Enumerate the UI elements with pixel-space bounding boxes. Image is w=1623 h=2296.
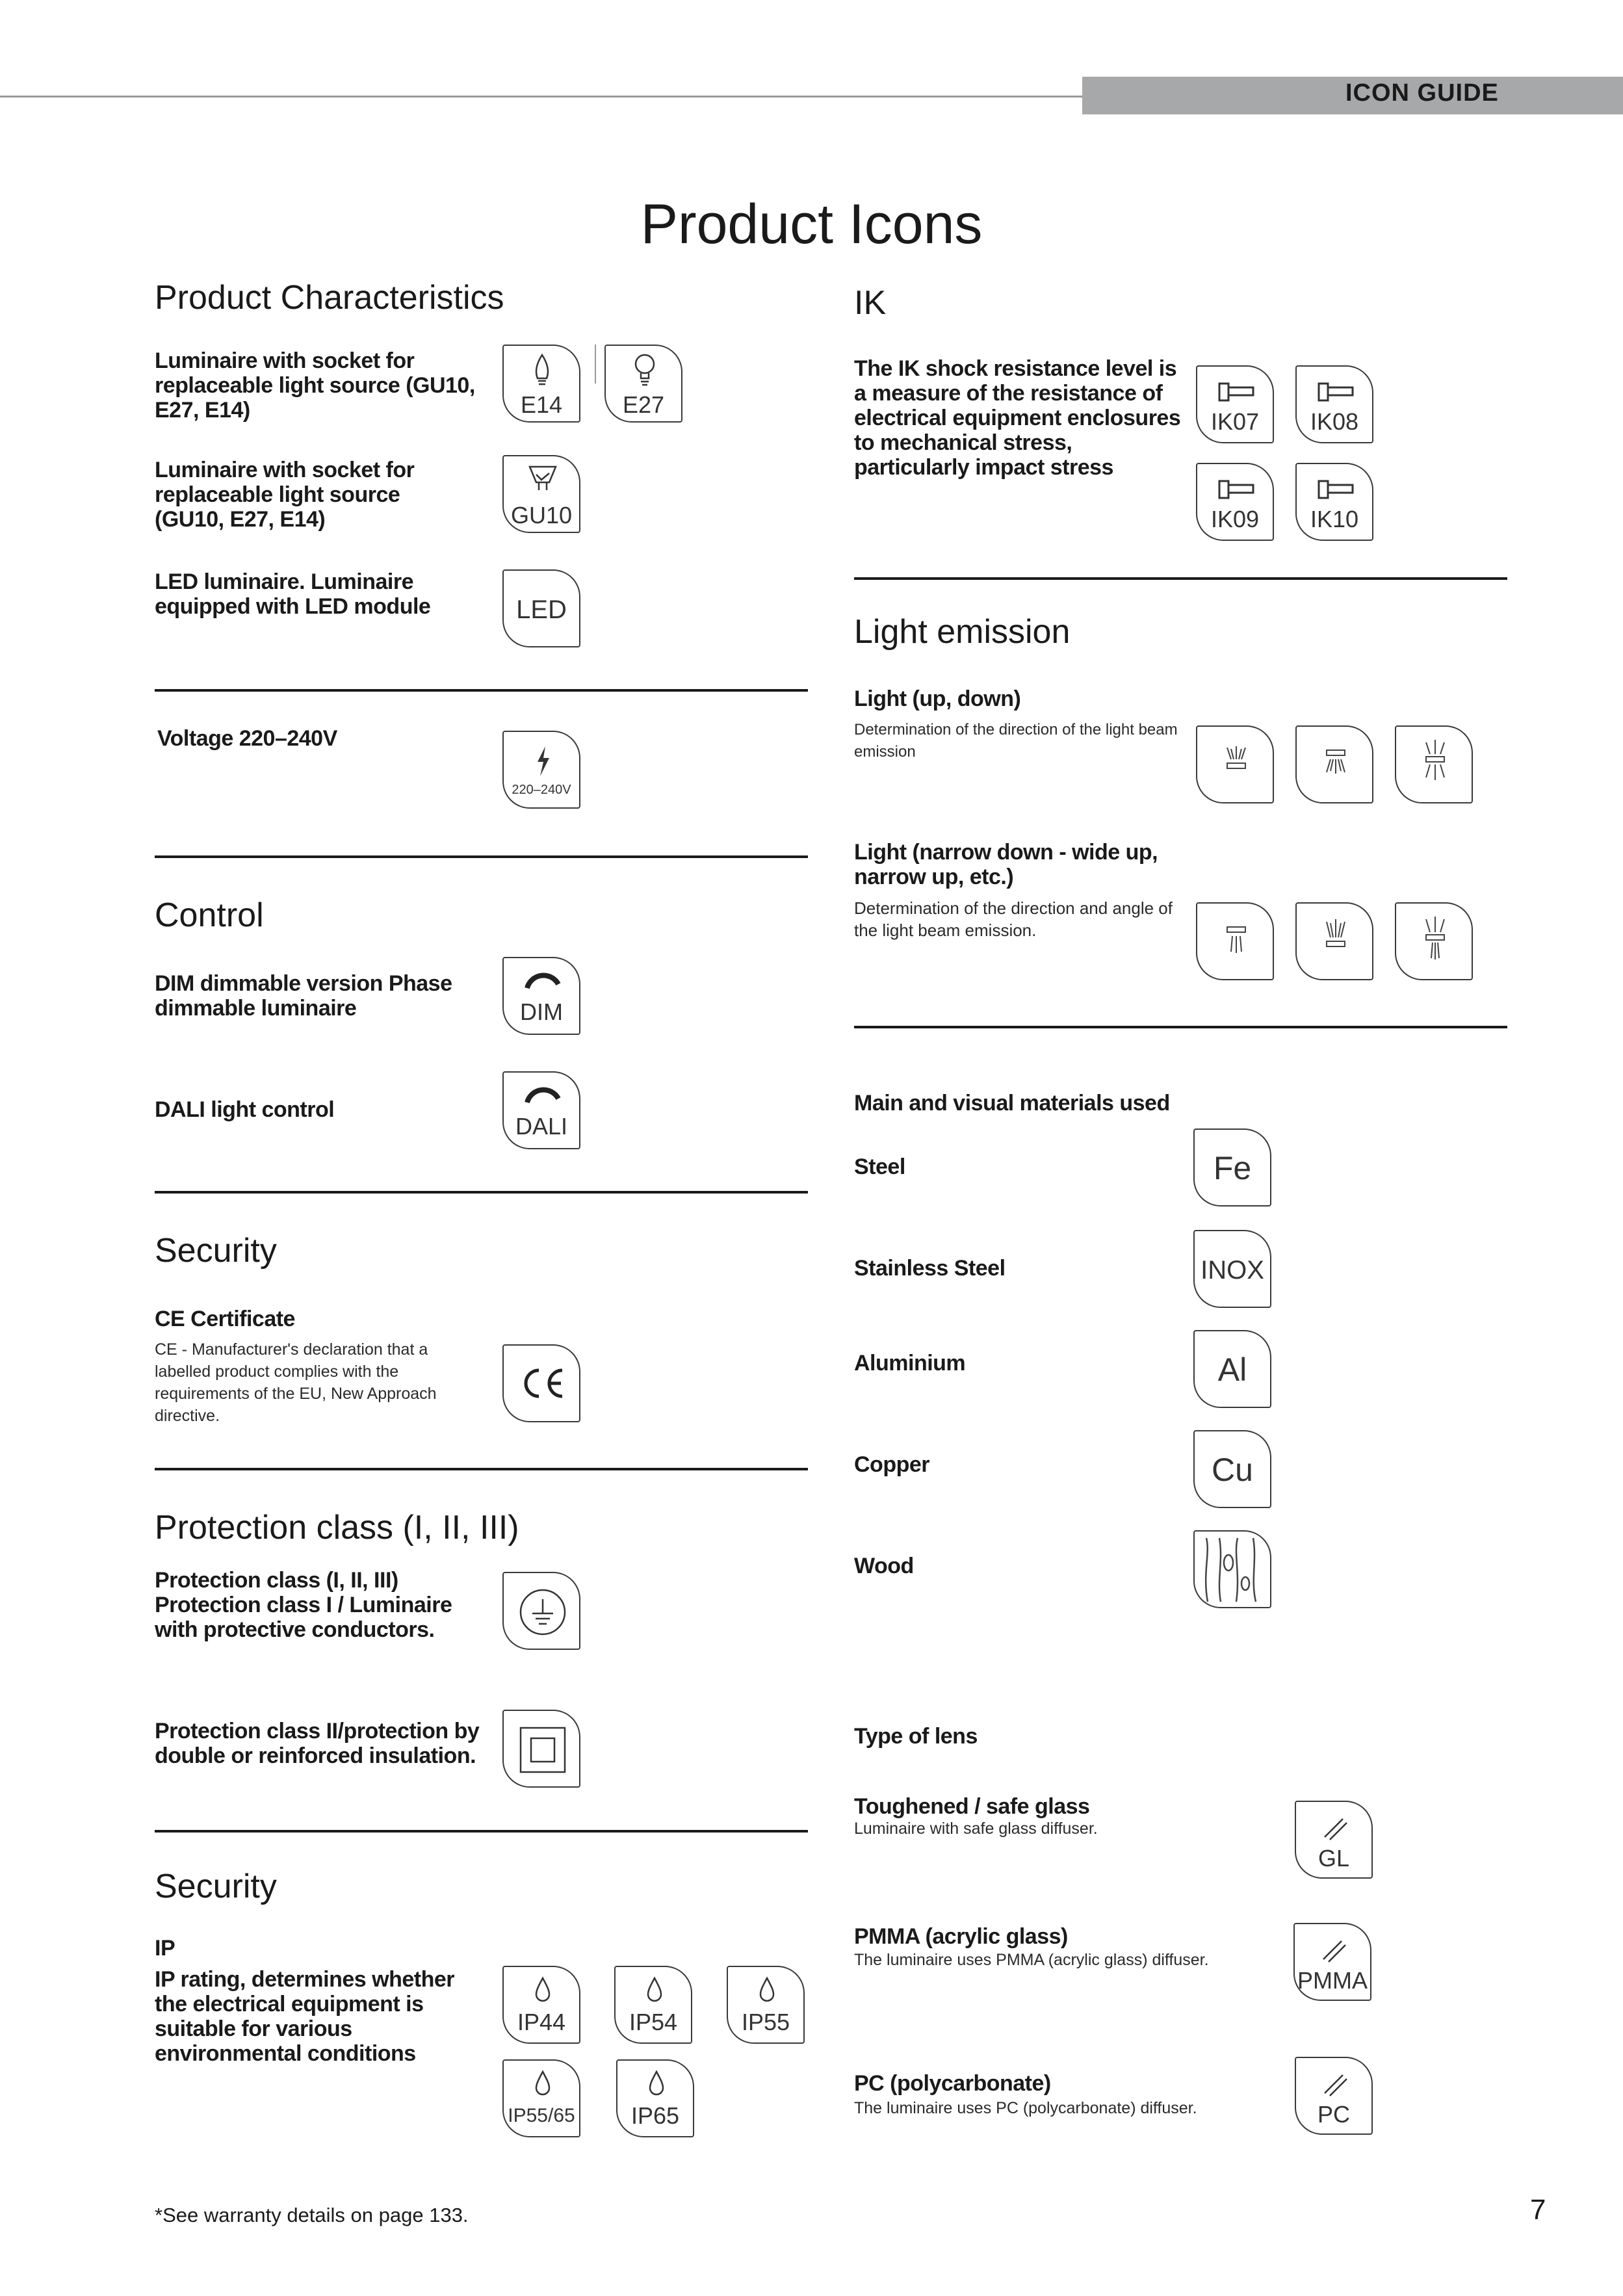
protection-class2-icon	[502, 1710, 580, 1788]
lens-pc-desc: The luminaire uses PC (polycarbonate) diffuser.	[854, 2099, 1197, 2117]
heading-security: Security	[155, 1232, 277, 1270]
ik09-icon	[1196, 463, 1274, 541]
gu10-icon-label: GU10	[510, 502, 573, 528]
pc-icon	[1295, 2057, 1373, 2135]
materials-heading: Main and visual materials used	[854, 1091, 1170, 1115]
light-narrow-up-icon	[1395, 902, 1473, 980]
footnote: *See warranty details on page 133.	[155, 2204, 469, 2226]
material-stainless-label: Stainless Steel	[854, 1256, 1006, 1281]
lens-glass-desc: Luminaire with safe glass diffuser.	[854, 1820, 1098, 1838]
dali-label: DALI light control	[155, 1097, 335, 1122]
pmma-icon	[1293, 1923, 1371, 2001]
e14-icon	[502, 345, 580, 423]
ip55-65-icon	[502, 2059, 580, 2137]
ce-title: CE Certificate	[155, 1307, 295, 1331]
dim-icon	[502, 957, 580, 1035]
steel-icon	[1193, 1128, 1271, 1207]
protection-class1-icon	[502, 1572, 580, 1650]
section-divider	[155, 1830, 808, 1833]
ce-description: CE - Manufacturer's declaration that a labelled product complies with the requirements of the EU, New Approach directive.	[155, 1340, 437, 1425]
ip-title: IP	[155, 1936, 175, 1961]
lens-glass-title: Toughened / safe glass	[854, 1794, 1090, 1819]
material-wood-label: Wood	[854, 1554, 914, 1578]
heading-security-ip: Security	[155, 1868, 277, 1905]
copper-icon	[1193, 1430, 1271, 1508]
led-icon	[502, 569, 580, 647]
voltage-label: Voltage 220–240V	[157, 726, 337, 751]
heading-ik: IK	[854, 284, 887, 322]
page-number: 7	[1530, 2194, 1546, 2226]
aluminium-icon-label: Al	[1217, 1351, 1247, 1388]
section-divider	[854, 1026, 1507, 1028]
light-down-icon	[1295, 725, 1373, 803]
header-rule	[0, 96, 1082, 98]
light-narrow-title: Light (narrow down - wide up, narrow up, etc.)	[854, 840, 1158, 889]
ip-description: IP rating, determines whether the electrical equipment is suitable for various environmental conditions	[155, 1967, 455, 2066]
section-divider	[854, 577, 1507, 580]
light-wide-up-icon	[1295, 902, 1373, 980]
ip44-icon	[502, 1966, 580, 2044]
lens-pmma-title: PMMA (acrylic glass)	[854, 1924, 1068, 1949]
heading-protection-class: Protection class (I, II, III)	[155, 1509, 519, 1546]
led-label: LED luminaire. Luminaire equipped with LED module	[155, 569, 431, 619]
ip65-icon-label: IP65	[630, 2102, 680, 2129]
lens-pmma-desc: The luminaire uses PMMA (acrylic glass) diffuser.	[854, 1951, 1209, 1969]
ik07-icon	[1196, 365, 1274, 443]
ik08-icon	[1295, 365, 1373, 443]
ik10-icon	[1295, 463, 1373, 541]
voltage-icon	[502, 731, 580, 809]
voltage-icon-label: 220–240V	[512, 783, 571, 797]
ip55-65-icon-label: IP55/65	[508, 2105, 575, 2126]
light-up-down-icon	[1395, 725, 1473, 803]
ik10-icon-label: IK10	[1310, 506, 1359, 532]
ip44-icon-label: IP44	[517, 2009, 566, 2035]
material-aluminium-label: Aluminium	[854, 1351, 966, 1376]
protection-class1-label: Protection class (I, II, III) Protection class I / Luminaire with protective conductors.	[155, 1568, 452, 1642]
ip54-icon-label: IP54	[629, 2009, 678, 2035]
e27-icon-label: E27	[622, 391, 665, 418]
ik07-icon-label: IK07	[1210, 408, 1260, 435]
ik-description: The IK shock resistance level is a measure of the resistance of electrical equipment enclosures to mechanical stress, particularly impact stress	[854, 356, 1181, 480]
protection-class2-label: Protection class II/protection by double or reinforced insulation.	[155, 1719, 480, 1768]
section-divider	[155, 689, 808, 692]
heading-light-emission: Light emission	[854, 613, 1071, 651]
socket-label: Luminaire with socket for replaceable light source (GU10, E27, E14)	[155, 348, 475, 423]
page-title: Product Icons	[640, 193, 983, 255]
light-up-icon	[1196, 725, 1274, 803]
wood-icon	[1193, 1530, 1271, 1608]
socket2-label: Luminaire with socket for replaceable light source (GU10, E27, E14)	[155, 458, 415, 532]
pmma-icon-label: PMMA	[1297, 1967, 1368, 1994]
ik09-icon-label: IK09	[1210, 506, 1260, 532]
inox-icon	[1193, 1230, 1271, 1308]
copper-icon-label: Cu	[1212, 1452, 1253, 1488]
heading-product-characteristics: Product Characteristics	[155, 279, 504, 317]
material-steel-label: Steel	[854, 1155, 905, 1179]
e27-icon	[604, 345, 682, 423]
lens-pc-title: PC (polycarbonate)	[854, 2071, 1051, 2096]
ip55-icon-label: IP55	[741, 2009, 790, 2035]
light-updown-desc: Determination of the direction of the light beam emission	[854, 721, 1178, 761]
dim-label: DIM dimmable version Phase dimmable luminaire	[155, 971, 452, 1021]
steel-icon-label: Fe	[1213, 1150, 1252, 1186]
material-copper-label: Copper	[854, 1452, 929, 1477]
section-divider	[155, 855, 808, 858]
inox-icon-label: INOX	[1201, 1256, 1264, 1285]
dali-icon-label: DALI	[515, 1113, 568, 1140]
ce-icon	[502, 1344, 580, 1422]
glass-icon	[1295, 1801, 1373, 1879]
section-divider	[155, 1191, 808, 1194]
section-tag: ICON GUIDE	[1345, 79, 1499, 107]
divider	[595, 345, 596, 384]
ip54-icon	[614, 1966, 692, 2044]
dim-icon-label: DIM	[520, 998, 563, 1025]
heading-control: Control	[155, 896, 264, 934]
section-divider	[155, 1468, 808, 1470]
pc-icon-label: PC	[1317, 2101, 1350, 2128]
ik08-icon-label: IK08	[1310, 408, 1359, 435]
led-icon-label: LED	[516, 595, 567, 624]
e14-icon-label: E14	[520, 391, 563, 418]
lens-heading: Type of lens	[854, 1724, 978, 1749]
ip65-icon	[616, 2059, 694, 2137]
light-narrow-desc: Determination of the direction and angle of the light beam emission.	[854, 898, 1173, 940]
glass-icon-label: GL	[1318, 1845, 1350, 1872]
gu10-icon	[502, 455, 580, 533]
light-narrow-down-icon	[1196, 902, 1274, 980]
dali-icon	[502, 1071, 580, 1149]
light-updown-title: Light (up, down)	[854, 686, 1021, 711]
aluminium-icon	[1193, 1330, 1271, 1408]
ip55-icon	[727, 1966, 805, 2044]
